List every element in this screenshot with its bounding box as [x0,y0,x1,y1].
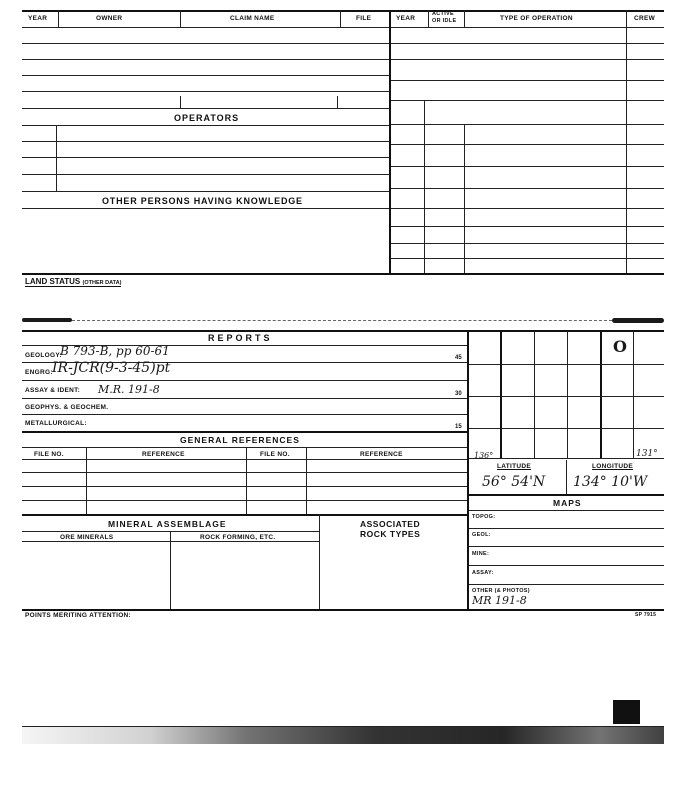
maps-line [469,510,664,511]
header-sep [626,10,627,27]
reference-header-2: REFERENCE [360,451,403,458]
latitude-label: LATITUDE [497,463,532,470]
header-sep [428,10,429,27]
reports-section-bottom [22,609,664,611]
year2-header: YEAR [396,15,416,22]
grid-line [567,331,568,458]
general-references-title: GENERAL REFERENCES [180,435,300,445]
right-row-line [391,258,664,259]
topog-label: TOPOG: [472,514,496,520]
grid-line [469,396,664,397]
reports-bottom [22,431,467,433]
type-of-operation-header: TYPE OF OPERATION [500,15,573,22]
geophys-label: GEOPHYS. & GEOCHEM. [25,404,109,411]
land-status-sub: (OTHER DATA) [82,280,122,286]
other-photos-value: MR 191-8 [472,594,527,607]
lat-long-divider [566,460,567,494]
file-no-header-2: FILE NO. [260,451,290,458]
latitude-value: 56° 54'N [482,474,546,490]
assay-maps-label: ASSAY: [472,570,494,576]
general-refs-header-line [22,459,467,460]
ore-minerals-header: ORE MINERALS [60,534,114,541]
form-code: SP 7915 [635,612,657,618]
col-mark [337,96,338,108]
ref-row-line [22,486,467,487]
top-section-bottom [22,273,664,275]
engrg-label: ENGRG: [25,369,53,376]
metallurgical-label: METALLURGICAL: [25,420,87,427]
rock-types-label: ROCK TYPES [360,529,421,539]
scan-smear [612,318,664,323]
col-mark [180,96,181,108]
mineral-rock-divider [319,514,320,609]
operators-title: OPERATORS [174,113,240,123]
other-persons-title: OTHER PERSONS HAVING KNOWLEDGE [102,196,303,206]
claim-name-header: CLAIM NAME [230,15,275,22]
top-border [22,10,664,12]
maps-row-line [469,565,664,566]
file-no-header-1: FILE NO. [34,451,64,458]
right-row-line [391,166,664,167]
margin-number-30: 30 [455,391,462,397]
assay-value: M.R. 191-8 [98,383,160,396]
grid-line [469,428,664,429]
row-line [22,75,389,76]
grid-line [500,331,502,458]
general-refs-line [22,447,467,448]
geol-label: GEOL: [472,532,491,538]
right-col [464,124,465,273]
general-refs-bottom [22,514,467,516]
engrg-value: IR-JCR(9-3-45)pt [52,360,171,376]
row-line [22,398,467,399]
other-photos-label: OTHER (& PHOTOS) [472,588,530,594]
scan-band [22,726,664,744]
mine-label: MINE: [472,551,490,557]
geology-label: GEOLOGY: [25,352,62,359]
or-idle-header: OR IDLE [432,18,457,24]
land-status-label: LAND STATUS [25,277,81,286]
scan-band-top [22,726,664,727]
grid-line [633,331,634,458]
row-line [22,414,467,415]
rock-forming-header: ROCK FORMING, ETC. [200,534,276,541]
reports-title: REPORTS [208,333,273,343]
other-persons-line [22,208,389,209]
row-line [22,141,389,142]
scan-line [72,320,612,321]
associated-label: ASSOCIATED [360,519,421,529]
crew-header: CREW [634,15,656,22]
row-line [22,43,389,44]
right-row-line [391,208,664,209]
row-line [22,157,389,158]
mineral-assemblage-title: MINERAL ASSEMBLAGE [108,519,227,529]
header-sep [180,10,181,27]
row-line [22,91,389,92]
grid-mark: O [613,337,627,356]
row-line [22,108,389,109]
row-line [22,380,467,381]
right-row-line [391,144,664,145]
right-col [626,27,627,273]
scan-block [613,700,640,724]
header-sep [58,10,59,27]
right-row-line [391,59,664,60]
operators-col [56,125,57,191]
right-row-line [391,243,664,244]
grid-line [469,364,664,365]
row-line [22,59,389,60]
ref-col [86,447,87,514]
location-bottom [469,494,664,496]
ref-row-line [22,500,467,501]
operators-line [22,125,389,126]
margin-number-15: 15 [455,424,462,430]
corner-left: 136° [474,451,494,460]
year-header: YEAR [28,15,48,22]
longitude-label: LONGITUDE [592,463,633,470]
file-header: FILE [356,15,372,22]
mineral-col [170,531,171,609]
maps-row-line [469,584,664,585]
row-line [22,191,389,192]
header-bottom-line [22,27,664,28]
maps-row-line [469,528,664,529]
geology-value: B 793-B, pp 60-61 [60,344,170,358]
main-divider [389,10,391,273]
land-status [25,277,121,287]
right-row-line [391,226,664,227]
grid-bottom [469,458,664,459]
owner-header: OWNER [96,15,123,22]
scan-smear [22,318,72,322]
right-row-line [391,100,664,101]
assay-label: ASSAY & IDENT: [25,387,81,394]
maps-title: MAPS [553,498,582,508]
corner-right: 131° [636,449,658,459]
row-line [22,174,389,175]
right-row-line [391,43,664,44]
ref-col [306,447,307,514]
right-row-line [391,188,664,189]
right-col [424,100,425,273]
header-sep [464,10,465,27]
right-row-line [391,124,664,125]
header-sep [340,10,341,27]
ref-col [246,447,247,514]
longitude-value: 134° 10'W [573,474,648,490]
right-row-line [391,80,664,81]
grid-line [534,331,535,458]
reports-right-divider [467,330,469,610]
ref-row-line [22,472,467,473]
points-meriting-attention: POINTS MERITING ATTENTION: [25,612,132,619]
maps-row-line [469,546,664,547]
grid-line [600,331,602,458]
active-header: ACTIVE [432,11,454,17]
margin-number-45: 45 [455,355,462,361]
reference-header-1: REFERENCE [142,451,185,458]
